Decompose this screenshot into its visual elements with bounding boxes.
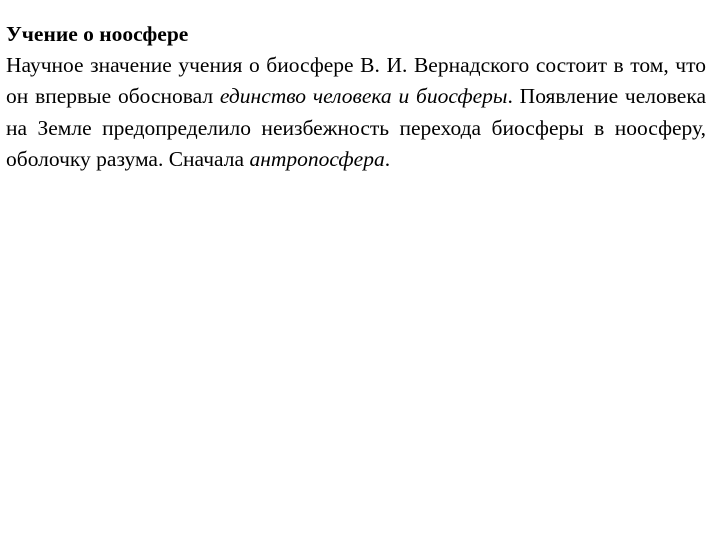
body-text-2: . Появление человека на Земле предопределило неизбежность перехода биосферы в ноосферу, оболочку разума. Сначала (6, 84, 706, 171)
body-paragraph (6, 50, 706, 175)
body-text-3: . (384, 146, 391, 171)
body-emphasis-1: единство человека и биосферы (219, 84, 508, 109)
body-emphasis-2: антропосфера (249, 146, 385, 171)
body-text-1: Научное значение учения о биосфере В. И. Вернадского состоит в том, что он впервые обосновал (6, 53, 706, 109)
text-block (6, 19, 706, 175)
document-title: Учение о ноосфере (6, 22, 189, 46)
